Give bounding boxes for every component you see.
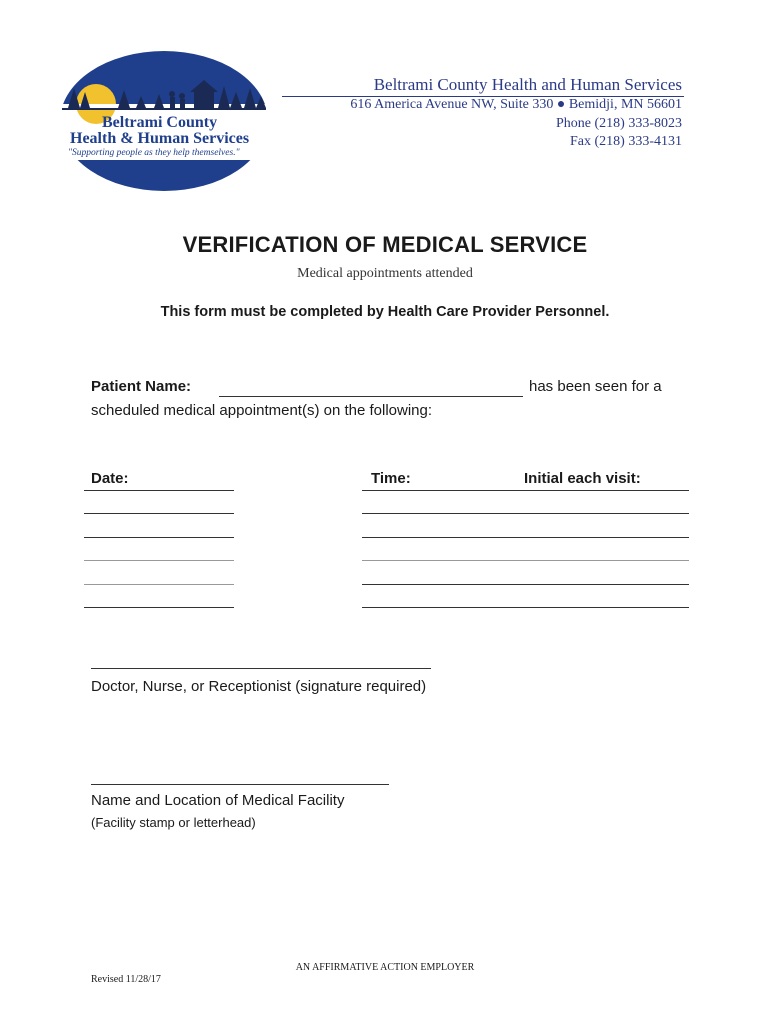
agency-logo <box>58 50 270 192</box>
time-initial-line[interactable] <box>362 537 689 538</box>
date-line[interactable] <box>84 607 234 608</box>
facility-note: (Facility stamp or letterhead) <box>91 815 256 830</box>
date-line[interactable] <box>84 560 234 561</box>
agency-fax: Fax (218) 333-4131 <box>570 134 682 149</box>
signature-line[interactable] <box>91 668 431 669</box>
initial-column-header: Initial each visit: <box>524 470 641 487</box>
employer-statement: AN AFFIRMATIVE ACTION EMPLOYER <box>295 962 475 973</box>
signature-label: Doctor, Nurse, or Receptionist (signature required) <box>91 678 427 695</box>
facility-label: Name and Location of Medical Facility <box>91 792 345 809</box>
time-column-header: Time: <box>371 470 411 487</box>
date-line[interactable] <box>84 584 234 585</box>
time-initial-line[interactable] <box>362 490 689 491</box>
date-column-header: Date: <box>91 470 129 487</box>
revision-date: Revised 11/28/17 <box>91 974 161 985</box>
seen-text: has been seen for a <box>529 378 662 395</box>
form-instruction: This form must be completed by Health Care Provider Personnel. <box>160 304 610 320</box>
form-title: VERIFICATION OF MEDICAL SERVICE <box>182 232 588 257</box>
agency-name: Beltrami County Health and Human Services <box>373 75 682 94</box>
time-initial-line[interactable] <box>362 560 689 561</box>
date-line[interactable] <box>84 537 234 538</box>
logo-line-2: Health & Human Services <box>70 130 250 147</box>
logo-line-1: Beltrami County <box>102 114 218 131</box>
scheduled-text: scheduled medical appointment(s) on the following: <box>91 402 433 419</box>
agency-address: 616 America Avenue NW, Suite 330 ● Bemidji, MN 56601 <box>350 97 682 112</box>
date-line[interactable] <box>84 513 234 514</box>
form-subtitle: Medical appointments attended <box>297 266 473 281</box>
time-initial-line[interactable] <box>362 513 689 514</box>
facility-line[interactable] <box>91 784 389 785</box>
logo-tagline: "Supporting people as they help themselves." <box>68 148 240 158</box>
date-line[interactable] <box>84 490 234 491</box>
patient-name-label: Patient Name: <box>91 378 192 395</box>
patient-name-field[interactable] <box>219 378 523 397</box>
time-initial-line[interactable] <box>362 584 689 585</box>
time-initial-line[interactable] <box>362 607 689 608</box>
agency-phone: Phone (218) 333-8023 <box>556 116 682 131</box>
